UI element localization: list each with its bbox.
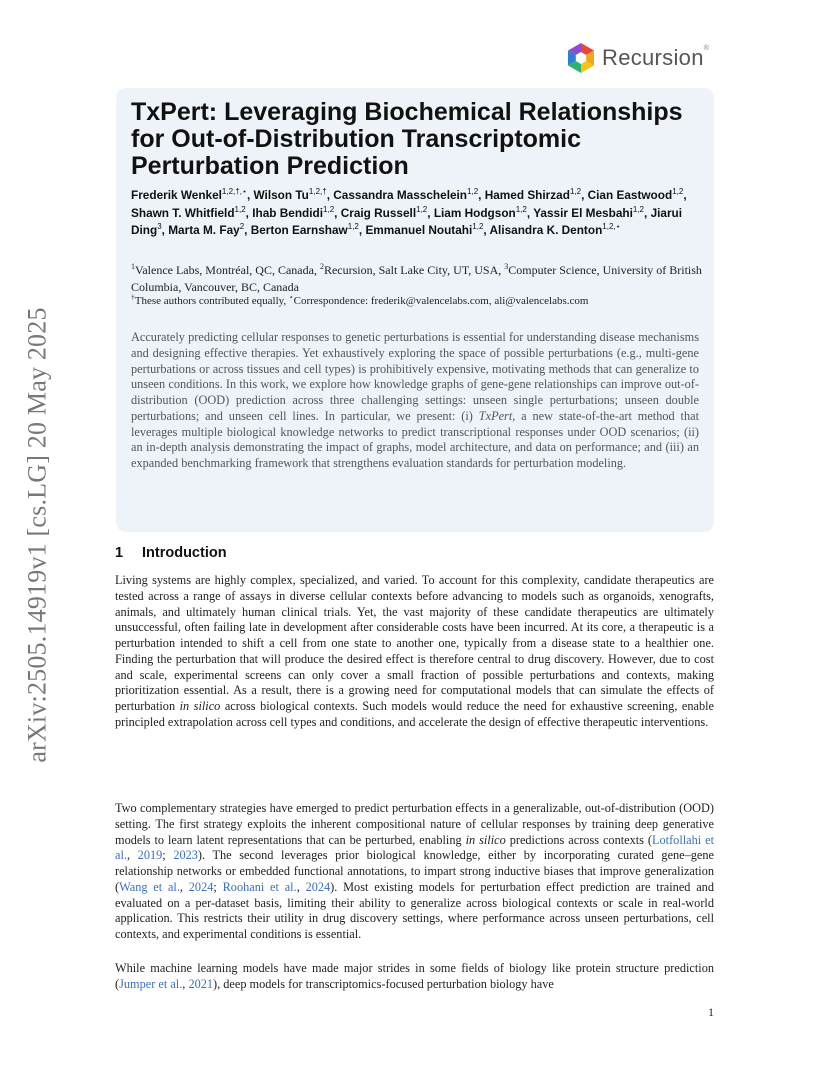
note-text: Correspondence: frederik@valencelabs.com, ali@valencelabs.com [293, 295, 589, 307]
text-run: While machine learning models have made major strides in some fields of biology like protein structure prediction ( [115, 961, 714, 991]
citation-link[interactable]: 2024 [305, 879, 331, 894]
recursion-logo [566, 42, 709, 74]
text-run: , [126, 848, 138, 863]
author-affiliation-marker: 3 [157, 222, 162, 232]
author-list: Frederik Wenkel$^{1,2,\dagger,⋆}$, Wilson $Tu^{1,2,\dagger}$, Cassandra Masschelein$^{1,2}$, Hamed Shirzad$^{1,2}$, Cian Eastwood$^{1,2}$, Shawn T. Whitfield$^{1,2}$, Ihab Bendidi$^{1,2}$, Craig Russell$^{1,2}$, Liam Hodgson$^{1,2}$, Yassir El Mesbahi$^{1,2}$, Jiarui Ding$^3$, Marta M. Fay$^2$, Berton Earnshaw$^{1,2}$, Emmanuel Noutahi$^{1,2}$, Alisandra K. Denton$^{1,2,⋆}$ [131, 187, 687, 238]
abstract [131, 330, 699, 472]
note-marker: ⋆ [288, 292, 294, 302]
text-run: Living systems are highly complex, specialized, and varied. To account for this complexity, candidate therapeutics are tested across a range of assays in diverse cellular contexts before advancing to models such as organoids, xenografts, animals, and ultimately human clinical trials. Yet, the vast majority of these candidate therapeutics are ultimately unsuccessful, often failing late in development after considerable costs have been incurred. At its core, a therapeutic is a perturbation intended to shift a cell from one state to another one, typically from a disease state to a healthier one. Finding the perturbation that will produce the desired effect is therefore central to drug discovery. However, due to cost and scale, experimental screens can only cover a small fraction of possible perturbations and contexts, making prioritization essential. As a result, there is a growing need for computational models that can simulate the effects of perturbation [115, 573, 714, 713]
author-name: Hamed Shirzad [484, 188, 570, 202]
citation-link[interactable]: 2024 [188, 879, 214, 894]
author-name: Wilson Tu [253, 188, 309, 202]
section-number: 1 [115, 545, 124, 561]
author-affiliation-marker: 1,2,† [308, 187, 327, 197]
author-affiliation-marker: 1,2 [515, 204, 527, 214]
citation-link[interactable]: Jumper et al. [119, 976, 183, 991]
author-name: Berton Earnshaw [250, 223, 348, 238]
arxiv-identifier [20, 300, 56, 770]
affiliations [131, 262, 706, 295]
text-run: ). The second leverages prior biological knowledge, either by incorporating curated gene–gene relationship networks or embedded functional annotations, to impart strong inductive biases that improve generalization ( [115, 848, 714, 894]
page-number: 1 [708, 1005, 714, 1019]
paragraph-2 [115, 801, 714, 943]
text-run: ; [162, 848, 174, 863]
author-affiliation-marker: 1,2 [467, 187, 479, 197]
author-affiliation-marker: 1,2 [632, 204, 644, 214]
text-run: ; [213, 879, 223, 894]
citation-link[interactable]: 2019 [137, 848, 163, 863]
author-affiliation-marker: 1,2 [472, 222, 484, 232]
author-affiliation-marker: 1,2 [672, 187, 684, 197]
note-marker: † [131, 292, 135, 302]
note-text: These authors contributed equally, [134, 295, 289, 307]
citation-link[interactable]: 2021 [188, 976, 214, 991]
author-affiliation-marker: 1,2 [234, 204, 246, 214]
author-name: Cian Eastwood [587, 188, 673, 202]
author-name: Alisandra K. Denton [489, 223, 603, 238]
author-name: Emmanuel Noutahi [365, 223, 473, 238]
text-run: across biological contexts. Such models would reduce the need for exhaustive screening, enable principled extrapolation across cell types and conditions, and accelerate the design of effective therapeutic interventions. [115, 699, 714, 729]
paragraph-3 [115, 961, 714, 993]
author-affiliation-marker: 1,2 [416, 204, 428, 214]
affiliation-text: Computer Science, University of British Columbia, Vancouver, BC, Canada [131, 263, 702, 294]
author-name: Shawn T. Whitfield [131, 205, 235, 220]
affiliation-marker: 3 [504, 262, 509, 271]
text-run: predictions across contexts ( [505, 832, 652, 847]
citation-link[interactable]: Lotfollahi et al. [115, 832, 715, 863]
author-name: Jiarui Ding [131, 205, 683, 238]
author-notes [131, 294, 706, 309]
author-name: Craig Russell [340, 205, 417, 220]
italic-term: in silico [465, 832, 506, 847]
affiliation-text: Recursion, Salt Lake City, UT, USA, [323, 263, 505, 277]
author-affiliation-marker: 2 [239, 222, 245, 232]
author-name: Frederik Wenkel [131, 188, 222, 202]
text-run: , [182, 976, 189, 991]
text-run: , [179, 879, 189, 894]
paragraph-1 [115, 573, 714, 731]
affiliation-marker: 1 [131, 262, 135, 271]
author-affiliation-marker: 1,2 [347, 222, 359, 232]
citation-link[interactable]: 2023 [173, 848, 198, 863]
author-name: Liam Hodgson [433, 205, 516, 220]
affiliation-marker: 2 [319, 262, 324, 271]
author-name: Yassir El Mesbahi [533, 205, 633, 220]
text-run: Two complementary strategies have emerged to predict perturbation effects in a generalizable, out-of-distribution (OOD) setting. The first strategy exploits the inherent compositional nature of cellular responses by training deep generative models to learn latent representations that can be perturbed, enabling [115, 801, 714, 847]
text-run: , [296, 879, 306, 894]
paper-title: TxPert: Leveraging Biochemical Relationships for Out-of-Distribution Transcriptomic Perturbation Prediction [131, 98, 683, 180]
recursion-hexagon-icon [566, 42, 596, 74]
author-name: Ihab Bendidi [252, 205, 324, 220]
logo-text: Recursion® [602, 45, 710, 70]
author-name: Cassandra Masschelein [333, 188, 468, 202]
citation-link[interactable]: Wang et al. [119, 879, 180, 894]
text-run: ). Most existing models for perturbation effect prediction are trained and evaluated on a per-dataset basis, limiting their ability to generalize across biological contexts or scale in real-world application. This restricts their utility in drug discovery settings, where performance across unseen perturbations, cell contexts, and experimental conditions is essential. [115, 879, 714, 941]
author-name: Marta M. Fay [168, 223, 240, 238]
text-run: , a new state-of-the-art method that leverages multiple biological knowledge networks to predict transcriptional responses under OOD scenarios; (ii) an in-depth analysis demonstrating the impact of graphs, model architecture, and data on performance; and (iii) an expanded benchmarking framework that strengthens evaluation standards for perturbation modeling. [131, 408, 699, 470]
text-run: Accurately predicting cellular responses to genetic perturbations is essential for understanding disease mechanisms and designing effective therapies. Yet exhaustively exploring the space of possible perturbations (e.g., multi-gene perturbations or across tissues and cell types) is prohibitively expensive, motivating methods that can generalize to unseen conditions. In this work, we explore how knowledge graphs of gene-gene relationships can improve out-of-distribution (OOD) prediction across three challenging settings: unseen single perturbations; unseen double perturbations; and unseen cell lines. In particular, we present: (i) [131, 330, 699, 423]
author-affiliation-marker: 1,2 [569, 187, 582, 197]
affiliation-text: Valence Labs, Montréal, QC, Canada, [135, 263, 320, 277]
citation-link[interactable]: Roohani et al. [222, 879, 297, 894]
section-title: Introduction [142, 545, 227, 561]
author-affiliation-marker: 1,2,⋆ [602, 222, 621, 232]
italic-term: in silico [179, 699, 221, 713]
text-run: ), deep models for transcriptomics-focused perturbation biology have [213, 976, 554, 991]
author-affiliation-marker: 1,2 [323, 204, 335, 214]
italic-term: TxPert [478, 408, 513, 423]
author-affiliation-marker: 1,2,†,⋆ [221, 187, 247, 197]
section-heading [115, 545, 227, 561]
arxiv-identifier-text: arXiv:2505.14919v1 [cs.LG] 20 May 2025 [23, 307, 53, 763]
